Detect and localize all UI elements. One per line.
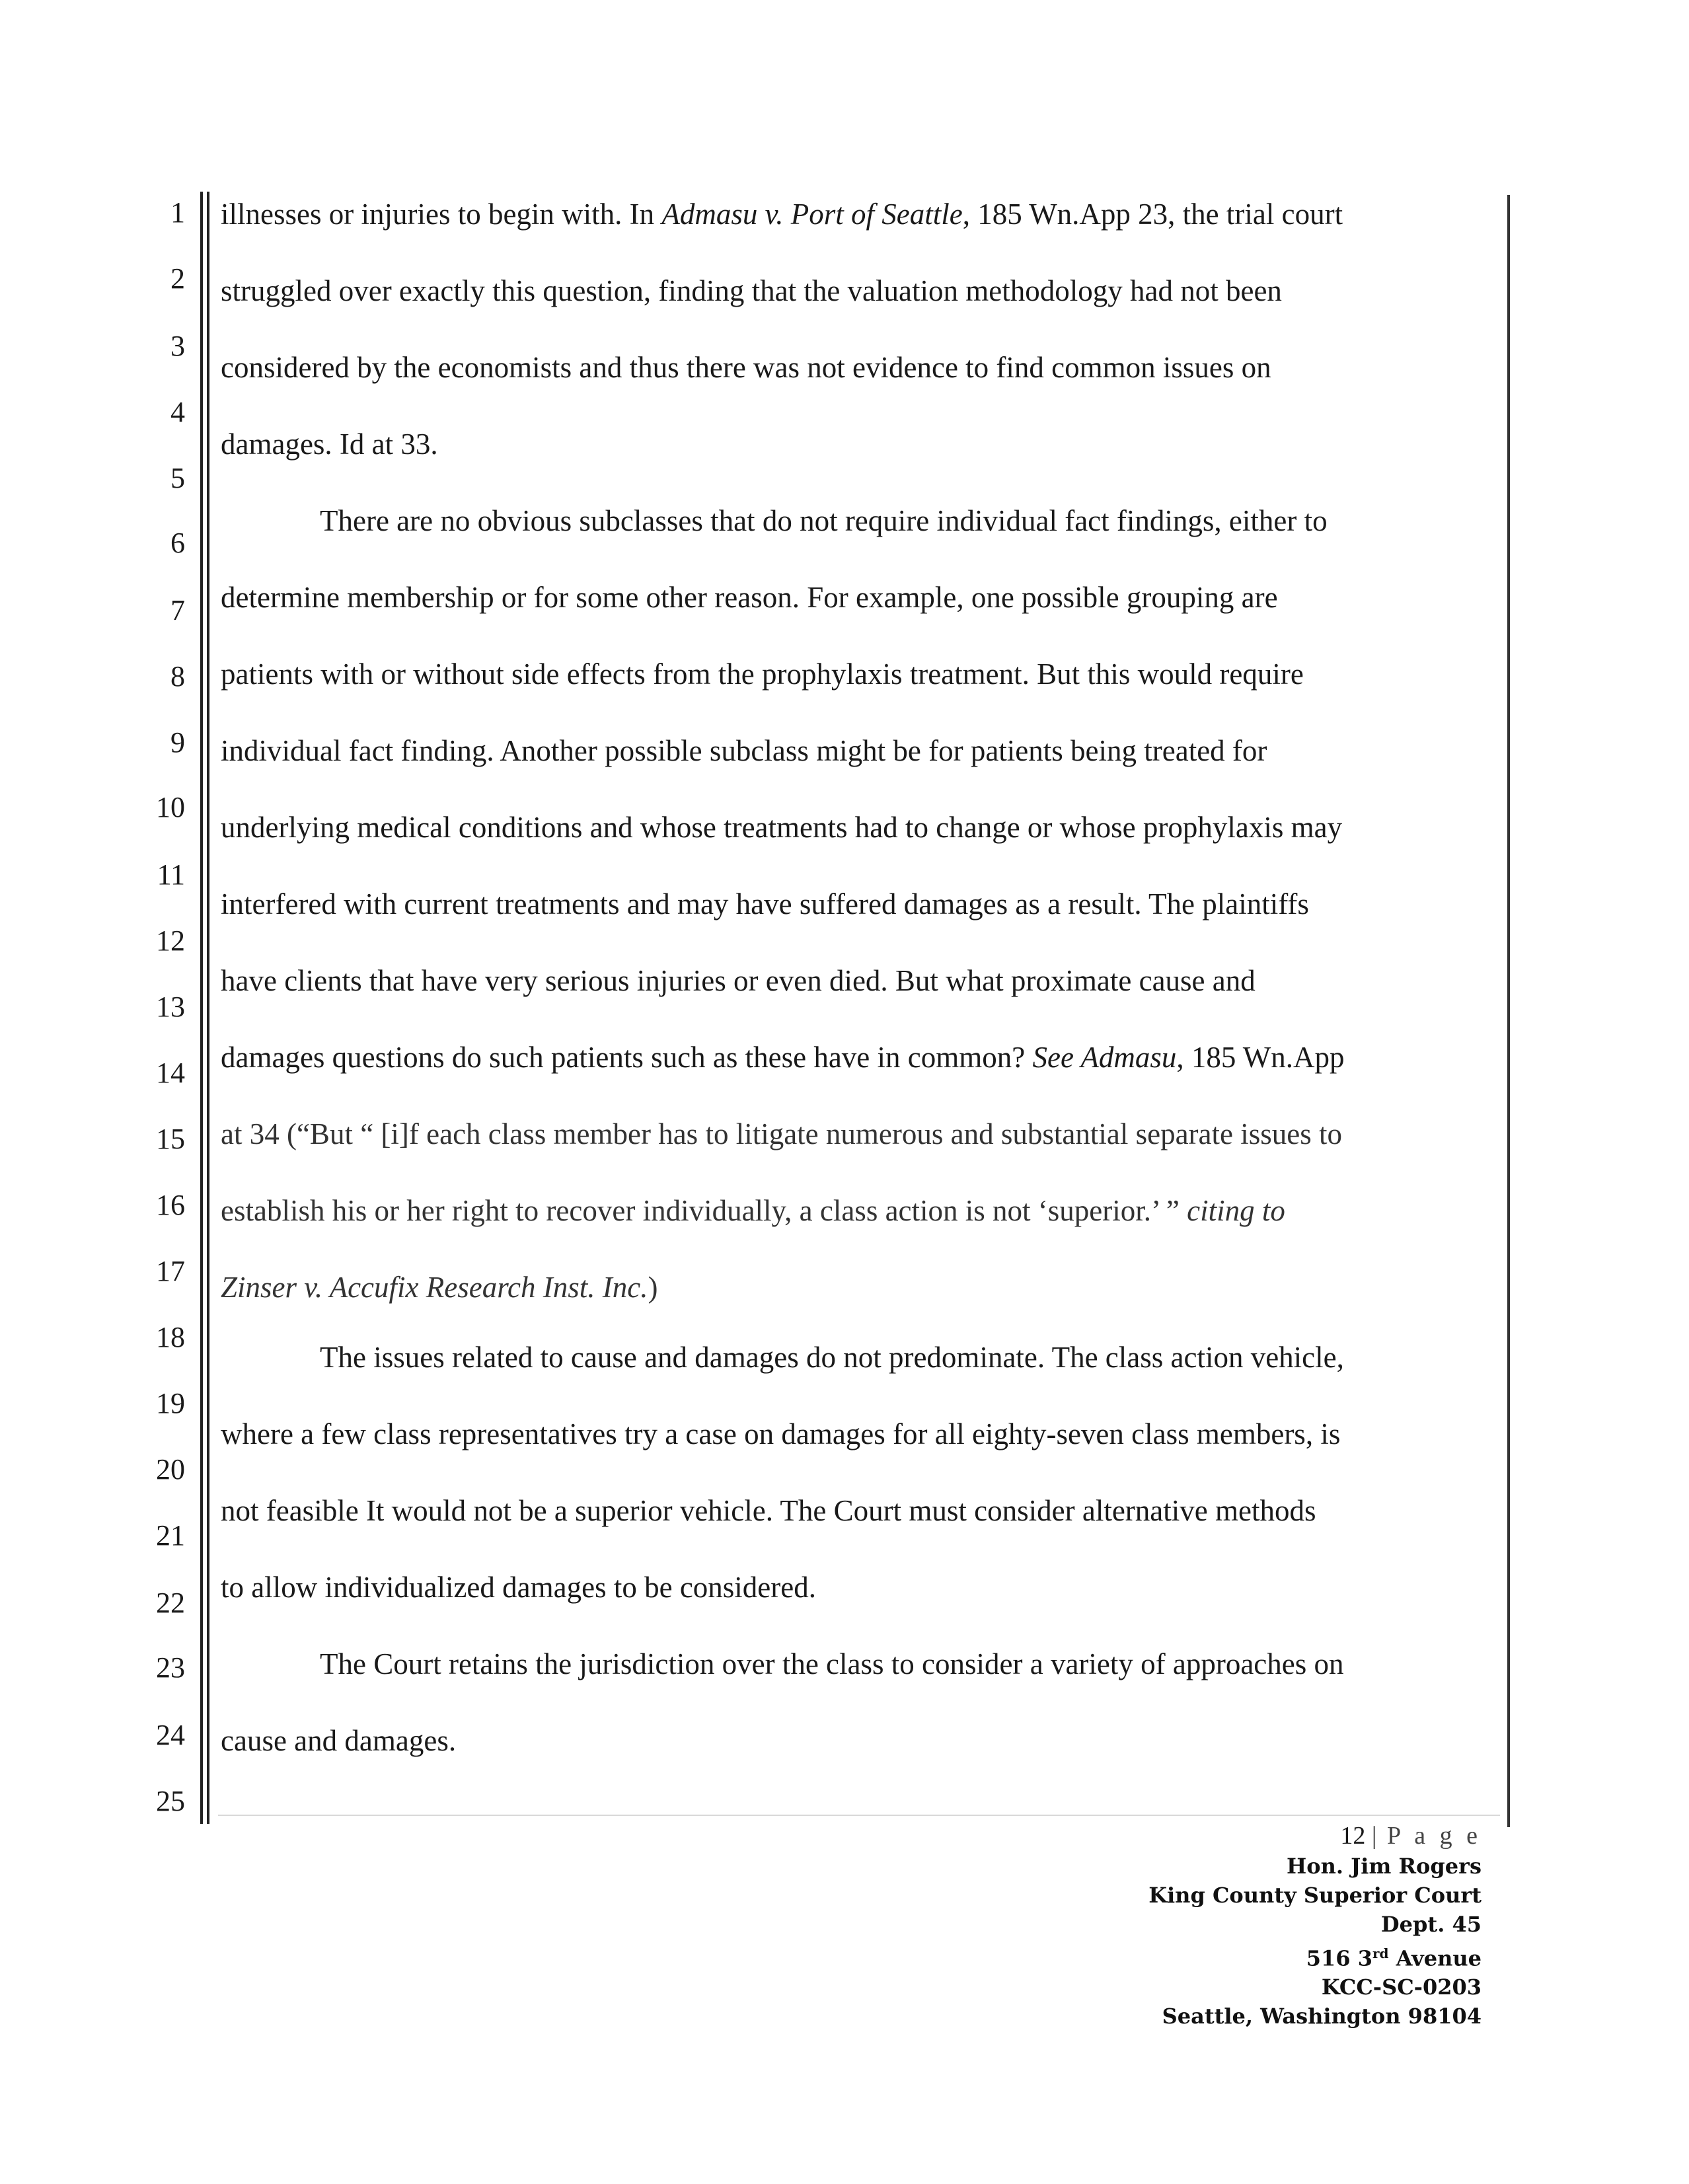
- page-footer: [1148, 1821, 1482, 2031]
- city-state-zip: Seattle, Washington 98104: [1162, 2004, 1482, 2029]
- body-text-line: underlying medical conditions and whose treatments had to change or whose prophylaxis may: [221, 811, 1343, 844]
- line-number: 5: [170, 462, 185, 494]
- line-number: 12: [156, 924, 185, 957]
- line-number: 18: [156, 1321, 185, 1353]
- line-number: 20: [156, 1453, 185, 1486]
- left-margin-rule-outer: [200, 192, 203, 1824]
- court-name: King County Superior Court: [1148, 1882, 1482, 1908]
- page-number-label: 12 | P a g e: [1340, 1822, 1482, 1850]
- body-text-line: patients with or without side effects from the prophylaxis treatment. But this would require: [221, 658, 1304, 691]
- body-text-line: determine membership or for some other reason. For example, one possible grouping are: [221, 581, 1278, 614]
- room-code: KCC-SC-0203: [1321, 1975, 1482, 2000]
- body-text-line: cause and damages.: [221, 1724, 457, 1757]
- body-text-line: illnesses or injuries to begin with. In Admasu v. Port of Seattle, 185 Wn.App 23, the trial court: [221, 198, 1343, 231]
- left-margin-rule-inner: [207, 192, 209, 1824]
- bottom-rule: [218, 1815, 1500, 1816]
- line-number: 14: [156, 1057, 185, 1089]
- body-text-line: damages. Id at 33.: [221, 428, 438, 461]
- line-number: 23: [156, 1651, 185, 1684]
- judge-name: Hon. Jim Rogers: [1287, 1853, 1482, 1879]
- line-number: 2: [170, 262, 185, 295]
- line-number: 7: [170, 594, 185, 626]
- body-text-line: to allow individualized damages to be considered.: [221, 1571, 816, 1604]
- body-text-line: interfered with current treatments and may have suffered damages as a result. The plaintiffs: [221, 887, 1309, 921]
- line-number: 24: [156, 1719, 185, 1751]
- body-text-line: have clients that have very serious injuries or even died. But what proximate cause and: [221, 964, 1256, 997]
- line-number: 25: [156, 1785, 185, 1817]
- quoted-citation-line: at 34 (“But “ [i]f each class member has to litigate numerous and substantial separate issues to: [221, 1117, 1342, 1150]
- body-text-line: damages questions do such patients such as these have in common? See Admasu, 185 Wn.App: [221, 1041, 1345, 1074]
- body-text-line: struggled over exactly this question, finding that the valuation methodology had not been: [221, 274, 1282, 307]
- line-number: 4: [170, 396, 185, 428]
- line-number: 8: [170, 660, 185, 693]
- body-text-line: considered by the economists and thus there was not evidence to find common issues on: [221, 351, 1271, 384]
- line-number: 21: [156, 1519, 185, 1552]
- quoted-citation-line: establish his or her right to recover individually, a class action is not ‘superior.’ ” citing to: [221, 1194, 1285, 1227]
- right-margin-rule: [1507, 195, 1510, 1827]
- department: Dept. 45: [1380, 1911, 1482, 1937]
- paragraph-start-line: The issues related to cause and damages do not predominate. The class action vehicle,: [320, 1341, 1344, 1374]
- line-number: 13: [156, 991, 185, 1023]
- line-number: 3: [170, 330, 185, 362]
- line-number: 19: [156, 1387, 185, 1419]
- line-number: 9: [170, 726, 185, 759]
- body-text-line: where a few class representatives try a case on damages for all eighty-seven class members, is: [221, 1417, 1341, 1450]
- line-number: 6: [170, 527, 185, 559]
- street-address: 516 3rd Avenue: [1306, 1945, 1482, 1971]
- case-citation: Zinser v. Accufix Research Inst. Inc.: [221, 1271, 648, 1304]
- line-number: 16: [156, 1189, 185, 1221]
- body-text-line: individual fact finding. Another possible subclass might be for patients being treated for: [221, 734, 1267, 767]
- line-number: 1: [170, 196, 185, 229]
- line-number: 17: [156, 1255, 185, 1287]
- quoted-citation-line: Zinser v. Accufix Research Inst. Inc.): [221, 1271, 658, 1304]
- line-number: 22: [156, 1587, 185, 1619]
- paragraph-start-line: The Court retains the jurisdiction over the class to consider a variety of approaches on: [320, 1647, 1344, 1680]
- case-citation: See Admasu: [1032, 1041, 1177, 1074]
- paragraph-start-line: There are no obvious subclasses that do not require individual fact findings, either to: [320, 504, 1328, 537]
- body-text-line: not feasible It would not be a superior vehicle. The Court must consider alternative methods: [221, 1494, 1316, 1527]
- line-number: 15: [156, 1123, 185, 1155]
- line-number: 11: [157, 858, 185, 891]
- line-number: 10: [156, 791, 185, 823]
- case-citation: Admasu v. Port of Seattle: [661, 198, 963, 231]
